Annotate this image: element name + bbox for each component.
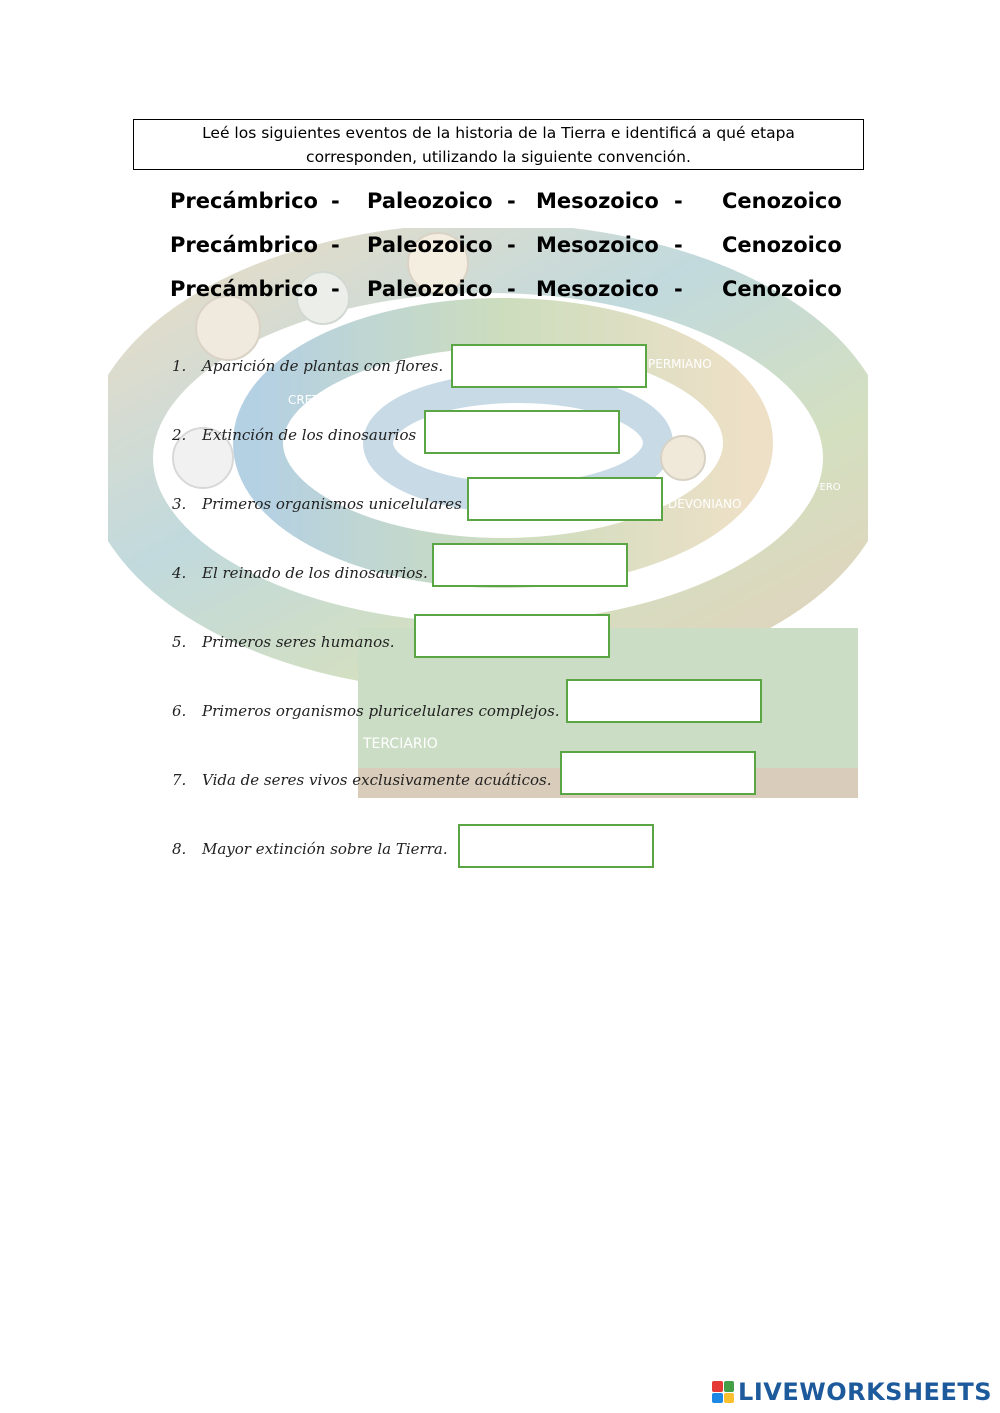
answer-box-5[interactable] xyxy=(414,614,610,658)
era-cenozoico: Cenozoico xyxy=(722,189,842,213)
era-paleozoico: Paleozoico xyxy=(367,233,493,257)
bg-label-cretaceo: CRETÁCEO xyxy=(288,393,353,407)
era-separator: - xyxy=(674,233,683,257)
liveworksheets-logo-icon xyxy=(712,1381,734,1403)
question-1 xyxy=(172,356,443,376)
question-2 xyxy=(172,425,416,445)
bg-label-carbonifero: CARBONÍFERO xyxy=(768,482,841,493)
question-8 xyxy=(172,839,448,859)
question-4 xyxy=(172,563,428,583)
era-cenozoico: Cenozoico xyxy=(722,277,842,301)
question-5 xyxy=(172,632,395,652)
question-number: 7. xyxy=(172,771,187,789)
instruction-text: Leé los siguientes eventos de la historia de la Tierra e identificá a qué etapa corresponden, utilizando la siguiente convención. xyxy=(202,123,795,166)
question-text: Extinción de los dinosaurios xyxy=(202,426,417,444)
era-mesozoico: Mesozoico xyxy=(536,233,659,257)
bg-label-devoniano: DEVONIANO xyxy=(668,497,742,511)
era-separator: - xyxy=(507,277,516,301)
question-6 xyxy=(172,701,560,721)
era-precambrico: Precámbrico xyxy=(170,189,318,213)
liveworksheets-brand xyxy=(712,1378,992,1406)
era-paleozoico: Paleozoico xyxy=(367,189,493,213)
era-separator: - xyxy=(507,233,516,257)
era-separator: - xyxy=(674,189,683,213)
era-separator: - xyxy=(331,233,340,257)
logo-square xyxy=(712,1393,723,1404)
era-mesozoico: Mesozoico xyxy=(536,277,659,301)
era-row xyxy=(170,230,842,260)
era-mesozoico: Mesozoico xyxy=(536,189,659,213)
question-number: 6. xyxy=(172,702,187,720)
question-text: El reinado de los dinosaurios. xyxy=(202,564,428,582)
era-cenozoico: Cenozoico xyxy=(722,233,842,257)
era-row xyxy=(170,274,842,304)
question-number: 1. xyxy=(172,357,187,375)
era-separator: - xyxy=(331,277,340,301)
answer-box-4[interactable] xyxy=(432,543,628,587)
era-paleozoico: Paleozoico xyxy=(367,277,493,301)
instruction-box xyxy=(133,119,864,170)
question-number: 2. xyxy=(172,426,187,444)
logo-square xyxy=(712,1381,723,1392)
answer-box-6[interactable] xyxy=(566,679,762,723)
era-row xyxy=(170,186,842,216)
question-text: Primeros organismos pluricelulares complejos. xyxy=(202,702,560,720)
answer-box-2[interactable] xyxy=(424,410,620,454)
answer-box-8[interactable] xyxy=(458,824,654,868)
era-separator: - xyxy=(674,277,683,301)
answer-box-7[interactable] xyxy=(560,751,756,795)
era-separator: - xyxy=(507,189,516,213)
bg-label-terciario: TERCIARIO xyxy=(363,736,438,752)
question-number: 5. xyxy=(172,633,187,651)
logo-square xyxy=(724,1381,735,1392)
question-text: Aparición de plantas con flores. xyxy=(202,357,444,375)
question-3 xyxy=(172,494,462,514)
era-precambrico: Precámbrico xyxy=(170,277,318,301)
question-text: Vida de seres vivos exclusivamente acuáticos. xyxy=(202,771,552,789)
logo-square xyxy=(724,1393,735,1404)
question-7 xyxy=(172,770,551,790)
question-number: 4. xyxy=(172,564,187,582)
answer-box-3[interactable] xyxy=(467,477,663,521)
question-text: Primeros seres humanos. xyxy=(202,633,395,651)
answer-box-1[interactable] xyxy=(451,344,647,388)
bg-label-permiano: PERMIANO xyxy=(648,357,712,371)
era-separator: - xyxy=(331,189,340,213)
question-number: 8. xyxy=(172,840,187,858)
brand-text: LIVEWORKSHEETS xyxy=(738,1378,992,1406)
era-precambrico: Precámbrico xyxy=(170,233,318,257)
question-text: Mayor extinción sobre la Tierra. xyxy=(202,840,448,858)
question-number: 3. xyxy=(172,495,187,513)
question-text: Primeros organismos unicelulares xyxy=(202,495,462,513)
